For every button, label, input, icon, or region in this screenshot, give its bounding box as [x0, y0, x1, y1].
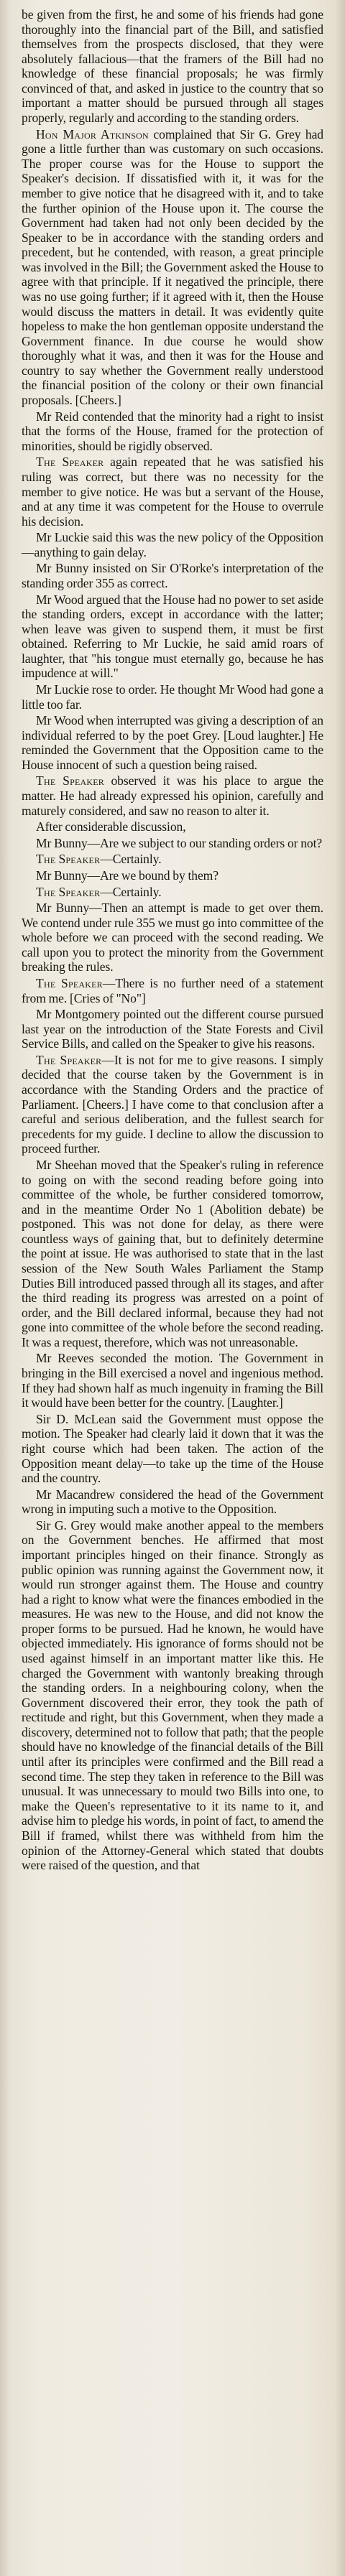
article-column [22, 7, 323, 1873]
article-paragraph [22, 836, 323, 851]
article-paragraph [22, 1158, 323, 1350]
article-paragraph [22, 868, 323, 883]
speaker-name: The Speaker [36, 455, 104, 470]
paragraph-text: Mr Macandrew considered the head of the Government wrong in imputing such a motive to the Opposition. [22, 1487, 323, 1517]
article-paragraph [22, 713, 323, 772]
article-paragraph [22, 1053, 323, 1156]
article-paragraph [22, 819, 323, 834]
paragraph-text: complained that Sir G. Grey had gone a little further than was customary on such occasions. The proper course was for the House to support the Speaker's decision. If dissatisfied with it, it was for the member to give notice that he disagreed with it, and to take the further opinion of the House upon it. The course the Government had taken had not only been decided by the Speaker to be in accordance with the standing orders and precedent, but he contended, with reason, a great principle was involved in the Bill; the Government asked the House to agree with that principle. If it negatived the principle, there was no use going further; if it agreed with it, then the House would discuss the matters in detail. It was evidently quite hopeless to make the hon gentleman opposite understand the Government finance. In due course he would show thoroughly what it was, and then it was for the House and country to say whether the Government really understood the financial position of the colony or their own financial proposals. [Cheers.] [22, 126, 324, 408]
speaker-name: Hon Major Atkinson [36, 126, 149, 141]
paragraph-text: Mr Luckie rose to order. He thought Mr Wood had gone a little too far. [22, 682, 323, 712]
paragraph-text: Mr Reid contended that the minority had a right to insist that the forms of the House, framed for the protection of minorities, should be rigidly observed. [22, 409, 323, 453]
article-paragraph [22, 885, 323, 900]
article-paragraph [22, 1518, 323, 1873]
page-edge-shadow-left [0, 0, 10, 2576]
paragraph-text: After considerable discussion, [36, 819, 186, 834]
article-paragraph [22, 561, 323, 590]
paragraph-text: be given from the first, he and some of his friends had gone thoroughly into the financial part of the Bill, and satisfied themselves from the prospects disclosed, that they were absolutely fallacious—that the framers of the Bill had no knowledge of these financial proposals; he was firmly convinced of that, and asked in justice to the country that so important a matter should be pursued through all stages properly, regularly and according to the standing orders. [22, 7, 323, 126]
speaker-name: The Speaker [36, 976, 103, 990]
article-paragraph [22, 1351, 323, 1410]
article-paragraph [22, 1412, 323, 1486]
paragraph-text: Mr Wood when interrupted was giving a description of an individual referred to by the poet Grey. [Loud laughter.] He reminded the Government that the Opposition came to the House innocent of such a question being raised. [22, 713, 323, 772]
paragraph-text: Mr Reeves seconded the motion. The Government in bringing in the Bill exercised a novel and ingenious method. If they had shown half as much ingenuity in framing the Bill it would have been better for the country. [Laughter.] [22, 1351, 323, 1410]
paragraph-text: Mr Bunny—Then an attempt is made to get over them. We contend under rule 355 we must go into committee of the whole before we can proceed with the second reading. We call upon you to protect the minority from the Government breaking the rules. [22, 901, 323, 975]
paragraph-text: Sir D. McLean said the Government must oppose the motion. The Speaker had clearly laid it down that it was the right course which had been taken. The action of the Opposition meant delay—to take up the time of the House and the country. [22, 1411, 323, 1486]
article-paragraph [22, 409, 323, 454]
article-paragraph [22, 127, 323, 408]
paragraph-text: observed it was his place to argue the matter. He had already expressed his opinion, carefully and maturely considered, and saw no reason to alter it. [22, 773, 323, 818]
paragraph-text: Mr Wood argued that the House had no power to set aside the standing orders, except in accordance with the latter; when leave was given to suspend them, it must be first obtained. Referring to Mr Luckie, he said amid roars of laughter, that "his tongue must eternally go, because he has impudence at will." [22, 592, 323, 681]
paragraph-text: —There is no further need of a statement from me. [Cries of "No"] [22, 976, 323, 1005]
article-paragraph [22, 7, 323, 126]
article-paragraph [22, 773, 323, 818]
speaker-name: The Speaker [36, 884, 101, 899]
article-paragraph [22, 592, 323, 681]
article-paragraph [22, 530, 323, 559]
speaker-name: The Speaker [36, 1052, 102, 1067]
article-paragraph [22, 682, 323, 712]
paragraph-text: —It is not for me to give reasons. I simply decided that the course taken by the Government is in accordance with the Standing Orders and the practice of Parliament. [Cheers.] I have come to that conclusion after a careful and serious deliberation, and the fullest search for precedents for my guide. I decline to allow the discussion to proceed further. [22, 1052, 323, 1156]
paragraph-text: Mr Bunny—Are we subject to our standing orders or not? [36, 835, 323, 850]
article-paragraph [22, 455, 323, 529]
article-paragraph [22, 1007, 323, 1051]
article-paragraph [22, 976, 323, 1005]
paragraph-text: —Certainly. [100, 884, 162, 899]
paragraph-text: Mr Luckie said this was the new policy of the Opposition—anything to gain delay. [22, 530, 323, 559]
paragraph-text: Mr Bunny—Are we bound by them? [36, 868, 218, 883]
speaker-name: The Speaker [36, 852, 101, 867]
article-paragraph [22, 1487, 323, 1517]
paragraph-text: —Certainly. [100, 852, 162, 867]
paragraph-text: again repeated that he was satisfied his ruling was correct, but there was no necessity for the member to give notice. He was but a servant of the House, and at any time it was competent for the House to overrule his decision. [22, 455, 323, 529]
page-edge-shadow-right [335, 0, 345, 2576]
paragraph-text: Sir G. Grey would make another appeal to the members on the Government benches. He affirmed that most important principles hinged on their finance. Strongly as public opinion was running against the Government now, it would run stronger against them. The House and country had a right to know what were the finances embodied in the measures. He was new to the House, and did not know the proper forms to be pursued. Had he known, he would have objected immediately. His ignorance of forms should not be used against himself in an important matter like this. He charged the Government with wantonly breaking through the standing orders. In a neighbouring colony, when the Government discovered their error, they took the path of rectitude and right, but this Government, when they made a discovery, determined not to follow that path; that the people should have no knowledge of the financial details of the Bill until after its principles were confirmed and the Bill read a second time. The step they taken in reference to the Bill was unusual. It was unnecessary to mould two Bills into one, to make the Queen's representative to it its name to it, and advise him to pledge his words, in point of fact, to amend the Bill if framed, whilst there was withheld from him the opinion of the Attorney-General which stated that doubts were raised of the question, and that [22, 1517, 323, 1873]
speaker-name: The Speaker [36, 773, 104, 789]
paragraph-text: Mr Montgomery pointed out the different course pursued last year on the introduction of the State Forests and Civil Service Bills, and called on the Speaker to give his reasons. [22, 1007, 323, 1051]
paragraph-text: Mr Bunny insisted on Sir O'Rorke's interpretation of the standing order 355 as correct. [22, 561, 323, 590]
article-paragraph [22, 852, 323, 867]
paragraph-text: Mr Sheehan moved that the Speaker's ruling in reference to going on with the second reading before going into committee of the whole, be further considered tomorrow, and in the meantime Order No 1 (Abolition debate) be postponed. This was not done for delay, as there were countless ways of gaining that, but to definitely determine the point at issue. He was authorised to state that in the last session of the New South Wales Parliament the Stamp Duties Bill introduced passed through all its stages, and after the third reading its progress was arrested on a point of order, and the Bill declared informal, because they had not gone into committee of the whole before the second reading. It was a request, therefore, which was not unreasonable. [22, 1157, 323, 1349]
article-paragraph [22, 901, 323, 975]
